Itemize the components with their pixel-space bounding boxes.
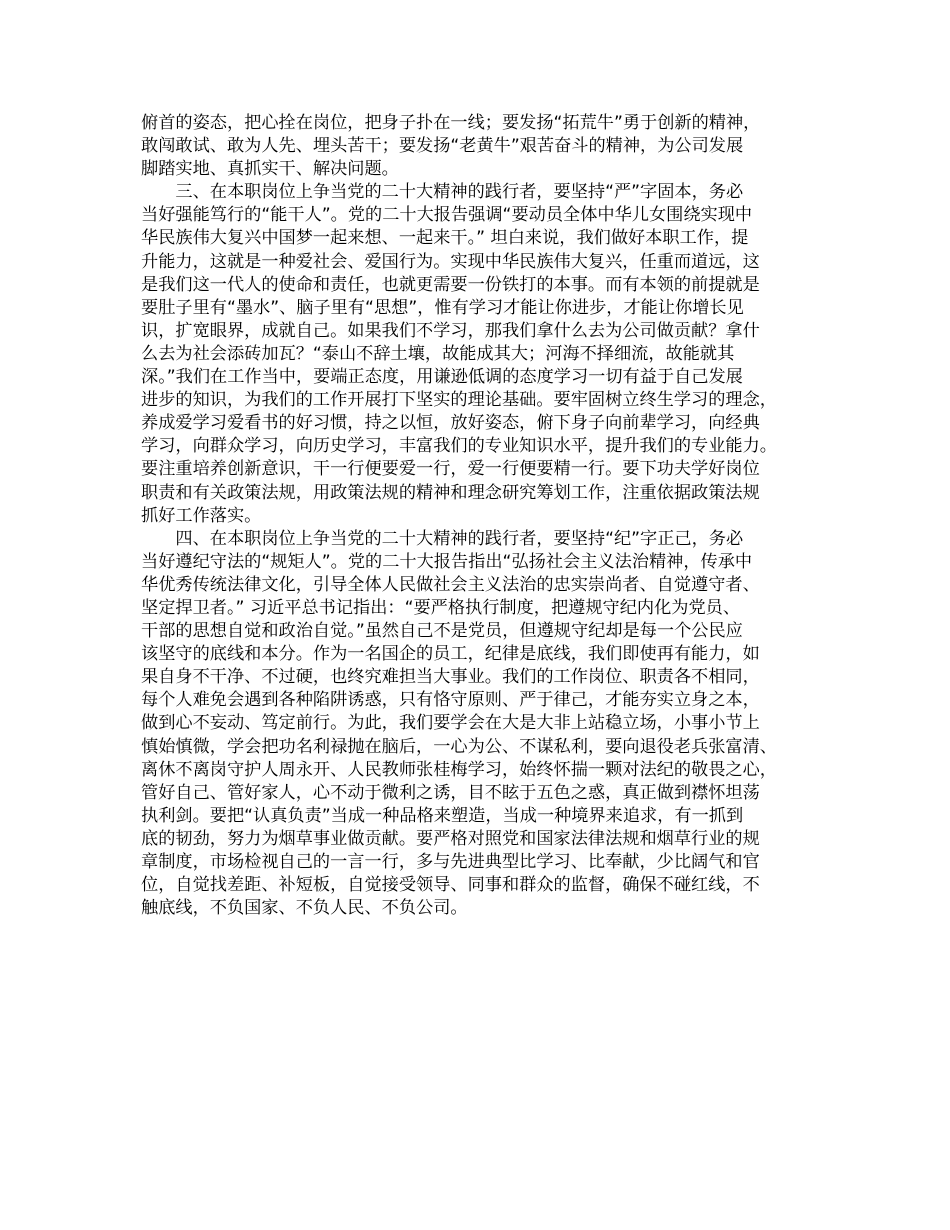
text-line: 当好遵纪守法的“规矩人”。党的二十大报告指出“弘扬社会主义法治精神，传承中: [141, 551, 753, 572]
text-line: 坚定捍卫者。” 习近平总书记指出：“要严格执行制度，把遵规守纪内化为党员、: [141, 597, 741, 618]
text-line: 脚踏实地、真抓实干、解决问题。: [141, 159, 399, 180]
text-line: 华优秀传统法律文化，引导全体人民做社会主义法治的忠实崇尚者、自觉遵守者、: [141, 574, 760, 595]
text-line: 敢闯敢试、敢为人先、埋头苦干；要发扬“老黄牛”艰苦奋斗的精神，为公司发展: [141, 136, 744, 157]
text-line: 抓好工作落实。: [141, 505, 262, 526]
text-line: 每个人难免会遇到各种陷阱诱惑，只有恪守原则、严于律己，才能夯实立身之本，: [141, 690, 760, 711]
text-line: 离休不离岗守护人周永开、人民教师张桂梅学习，始终怀揣一颗对法纪的敬畏之心，: [141, 759, 777, 780]
text-line: 当好强能笃行的“能干人”。党的二十大报告强调“要动员全体中华儿女围绕实现中: [141, 205, 753, 226]
text-line: 触底线，不负国家、不负人民、不负公司。: [141, 898, 468, 919]
text-line: 升能力，这就是一种爱社会、爱国行为。实现中华民族伟大复兴，任重而道远，这: [141, 251, 760, 272]
text-line: 华民族伟大复兴中国梦一起来想、一起来干。” 坦白来说，我们做好本职工作，提: [141, 228, 749, 249]
text-line: 学习，向群众学习，向历史学习，丰富我们的专业知识水平，提升我们的专业能力。: [141, 436, 777, 457]
text-line: 果自身不干净、不过硬，也终究难担当大事业。我们的工作岗位、职责各不相同，: [141, 667, 760, 688]
text-line: 慎始慎微，学会把功名利禄抛在脑后，一心为公、不谋私利，要向退役老兵张富清、: [141, 736, 777, 757]
text-line: 做到心不妄动、笃定前行。为此，我们要学会在大是大非上站稳立场，小事小节上: [141, 713, 760, 734]
text-line: 识，扩宽眼界，成就自己。如果我们不学习，那我们拿什么去为公司做贡献？拿什: [141, 320, 760, 341]
text-line: 深。”我们在工作当中，要端正态度，用谦逊低调的态度学习一切有益于自己发展: [141, 367, 743, 388]
text-line: 章制度，市场检视自己的一言一行，多与先进典型比学习、比奉献，少比阔气和官: [141, 852, 760, 872]
text-line: 管好自己、管好家人，心不动于微利之诱，目不眩于五色之惑，真正做到襟怀坦荡: [141, 782, 760, 803]
text-line: 要肚子里有“墨水”、脑子里有“思想”，惟有学习才能让你进步，才能让你增长见: [141, 297, 744, 318]
text-line: 要注重培养创新意识，干一行便要爱一行，爱一行便要精一行。要下功夫学好岗位: [141, 459, 760, 480]
text-line: 么去为社会添砖加瓦？“泰山不辞土壤，故能成其大；河海不择细流，故能就其: [141, 343, 735, 364]
section-four-first-line: 四、在本职岗位上争当党的二十大精神的践行者，要坚持“纪”字正己，务必: [141, 528, 744, 549]
text-line: 是我们这一代人的使命和责任，也就更需要一份铁打的本事。而有本领的前提就是: [141, 274, 760, 295]
text-line: 干部的思想自觉和政治自觉。”虽然自己不是党员，但遵规守纪却是每一个公民应: [141, 621, 743, 642]
text-line: 养成爱学习爱看书的好习惯，持之以恒，放好姿态，俯下身子向前辈学习，向经典: [141, 413, 760, 434]
body-text: [141, 112, 841, 920]
text-line: 该坚守的底线和本分。作为一名国企的员工，纪律是底线，我们即使再有能力，如: [141, 644, 760, 665]
text-line: 位，自觉找差距、补短板，自觉接受领导、同事和群众的监督，确保不碰红线，不: [141, 875, 760, 896]
text-line: 执利剑。要把“认真负责”当成一种品格来塑造，当成一种境界来追求，有一抓到: [141, 805, 744, 826]
text-line: 职责和有关政策法规，用政策法规的精神和理念研究筹划工作，注重依据政策法规: [141, 482, 760, 503]
text-line: 底的韧劲，努力为烟草事业做贡献。要严格对照党和国家法律法规和烟草行业的规: [141, 828, 760, 849]
text-line: 俯首的姿态，把心拴在岗位，把身子扑在一线；要发扬“拓荒牛”勇于创新的精神，: [141, 113, 761, 133]
section-three-first-line: 三、在本职岗位上争当党的二十大精神的践行者，要坚持“严”字固本，务必: [141, 182, 744, 203]
text-line: 进步的知识，为我们的工作开展打下坚实的理论基础。要牢固树立终生学习的理念，: [141, 390, 777, 411]
